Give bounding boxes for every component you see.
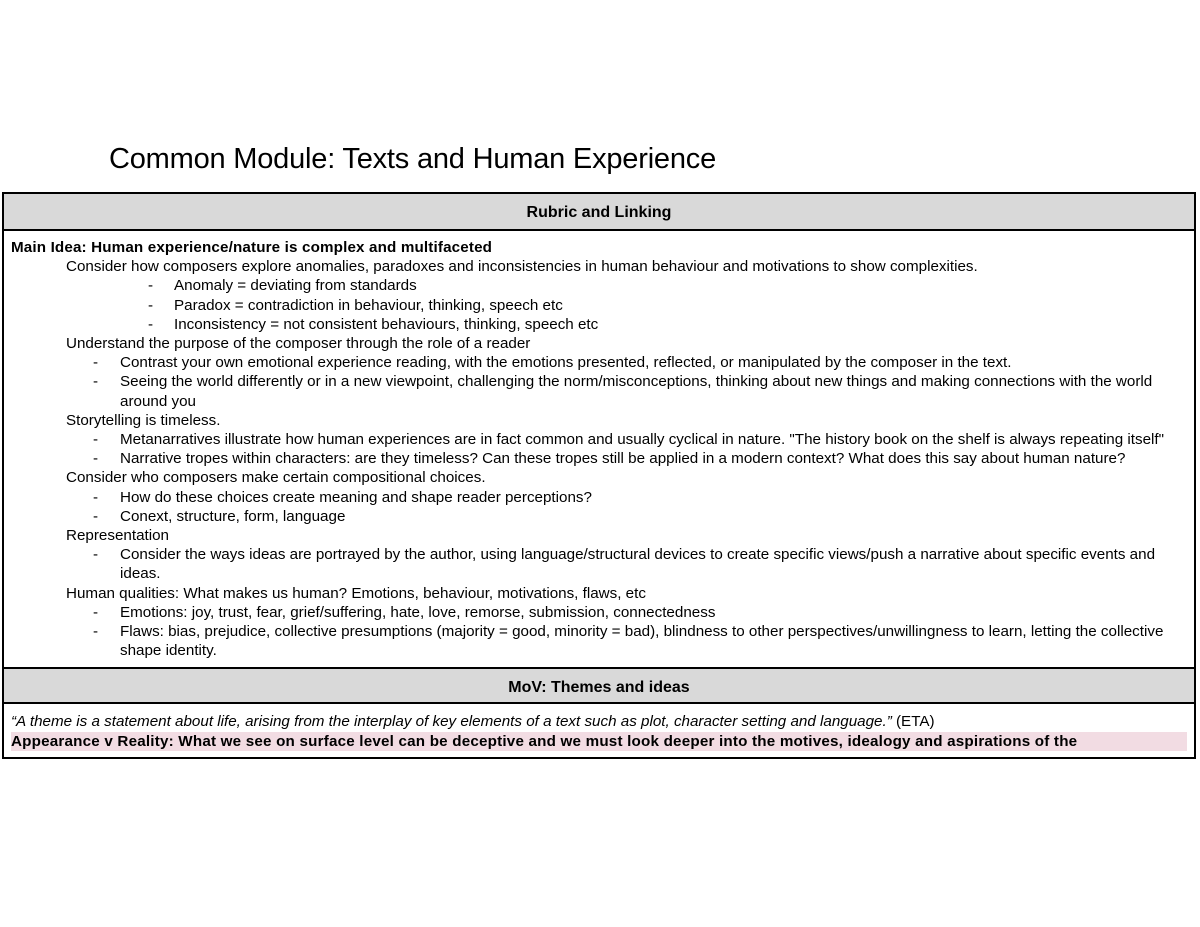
dash-marker: - xyxy=(93,623,99,641)
list-item xyxy=(11,353,1187,372)
bullet-text: Narrative tropes within characters: are they timeless? Can these tropes still be applied in a modern context? What does this say about human nature? xyxy=(120,450,1126,468)
bullet-text: Paradox = contradiction in behaviour, thinking, speech etc xyxy=(174,296,563,314)
list-item xyxy=(11,545,1187,583)
mov-heading: MoV: Themes and ideas xyxy=(4,667,1194,704)
block-text: Human qualities: What makes us human? Emotions, behaviour, motivations, flaws, etc xyxy=(66,584,646,602)
dash-marker: - xyxy=(148,315,154,333)
dash-marker: - xyxy=(93,373,99,391)
list-item xyxy=(11,276,1187,295)
mov-body xyxy=(4,704,1194,757)
document-title: Common Module: Texts and Human Experience xyxy=(109,143,717,175)
block-text: Storytelling is timeless. xyxy=(66,411,221,429)
dash-marker: - xyxy=(93,488,99,506)
list-item xyxy=(11,622,1187,660)
dash-marker: - xyxy=(93,603,99,621)
block-text: Representation xyxy=(66,527,170,545)
dash-marker: - xyxy=(93,507,99,525)
bullet-text: Inconsistency = not consistent behaviours, thinking, speech etc xyxy=(174,315,599,333)
bullet-text: Contrast your own emotional experience reading, with the emotions presented, reflected, or manipulated by the composer in the text. xyxy=(120,354,1012,372)
dash-marker: - xyxy=(93,546,99,564)
bullet-text: Conext, structure, form, language xyxy=(120,507,346,525)
block-text: Consider who composers make certain compositional choices. xyxy=(66,469,486,487)
module-table xyxy=(2,192,1196,759)
list-item xyxy=(11,488,1187,507)
list-item xyxy=(11,603,1187,622)
block-text: Consider how composers explore anomalies, paradoxes and inconsistencies in human behaviour and motivations to show complexities. xyxy=(66,258,978,276)
theme-quote: “A theme is a statement about life, arising from the interplay of key elements of a text such as plot, character setting and language.” xyxy=(11,713,892,731)
bullet-text: Anomaly = deviating from standards xyxy=(174,277,417,295)
quote-source: (ETA) xyxy=(891,713,935,731)
list-item xyxy=(11,315,1187,334)
bullet-text: Emotions: joy, trust, fear, grief/suffering, hate, love, remorse, submission, connectedness xyxy=(120,603,716,621)
list-item xyxy=(11,430,1187,449)
theme-definition xyxy=(11,712,1187,732)
block-text: Understand the purpose of the composer through the role of a reader xyxy=(66,335,531,353)
appearance-reality-highlight: Appearance v Reality: What we see on surface level can be deceptive and we must look deeper into the motives, idealogy and aspirations of the xyxy=(11,732,1187,752)
dash-marker: - xyxy=(148,296,154,314)
list-item xyxy=(11,449,1187,468)
dash-marker: - xyxy=(93,431,99,449)
bullet-text: How do these choices create meaning and shape reader perceptions? xyxy=(120,488,592,506)
dash-marker: - xyxy=(93,450,99,468)
rubric-heading: Rubric and Linking xyxy=(4,194,1194,231)
list-item xyxy=(11,296,1187,315)
bullet-text: Metanarratives illustrate how human experiences are in fact common and usually cyclical in nature. "The history book on the shelf is always repeating itself" xyxy=(120,431,1165,449)
rubric-body xyxy=(4,231,1194,667)
bullet-text: Seeing the world differently or in a new viewpoint, challenging the norm/misconceptions, thinking about new things and making connections with the world around you xyxy=(120,373,1153,410)
bullet-text: Consider the ways ideas are portrayed by the author, using language/structural devices to create specific views/push a narrative about specific events and ideas. xyxy=(120,546,1156,583)
dash-marker: - xyxy=(93,354,99,372)
main-idea: Main Idea: Human experience/nature is complex and multifaceted xyxy=(11,239,493,256)
dash-marker: - xyxy=(148,277,154,295)
list-item xyxy=(11,372,1187,410)
bullet-text: Flaws: bias, prejudice, collective presumptions (majority = good, minority = bad), blindness to other perspectives/unwillingness to learn, letting the collective shape identity. xyxy=(120,623,1164,660)
list-item xyxy=(11,507,1187,526)
